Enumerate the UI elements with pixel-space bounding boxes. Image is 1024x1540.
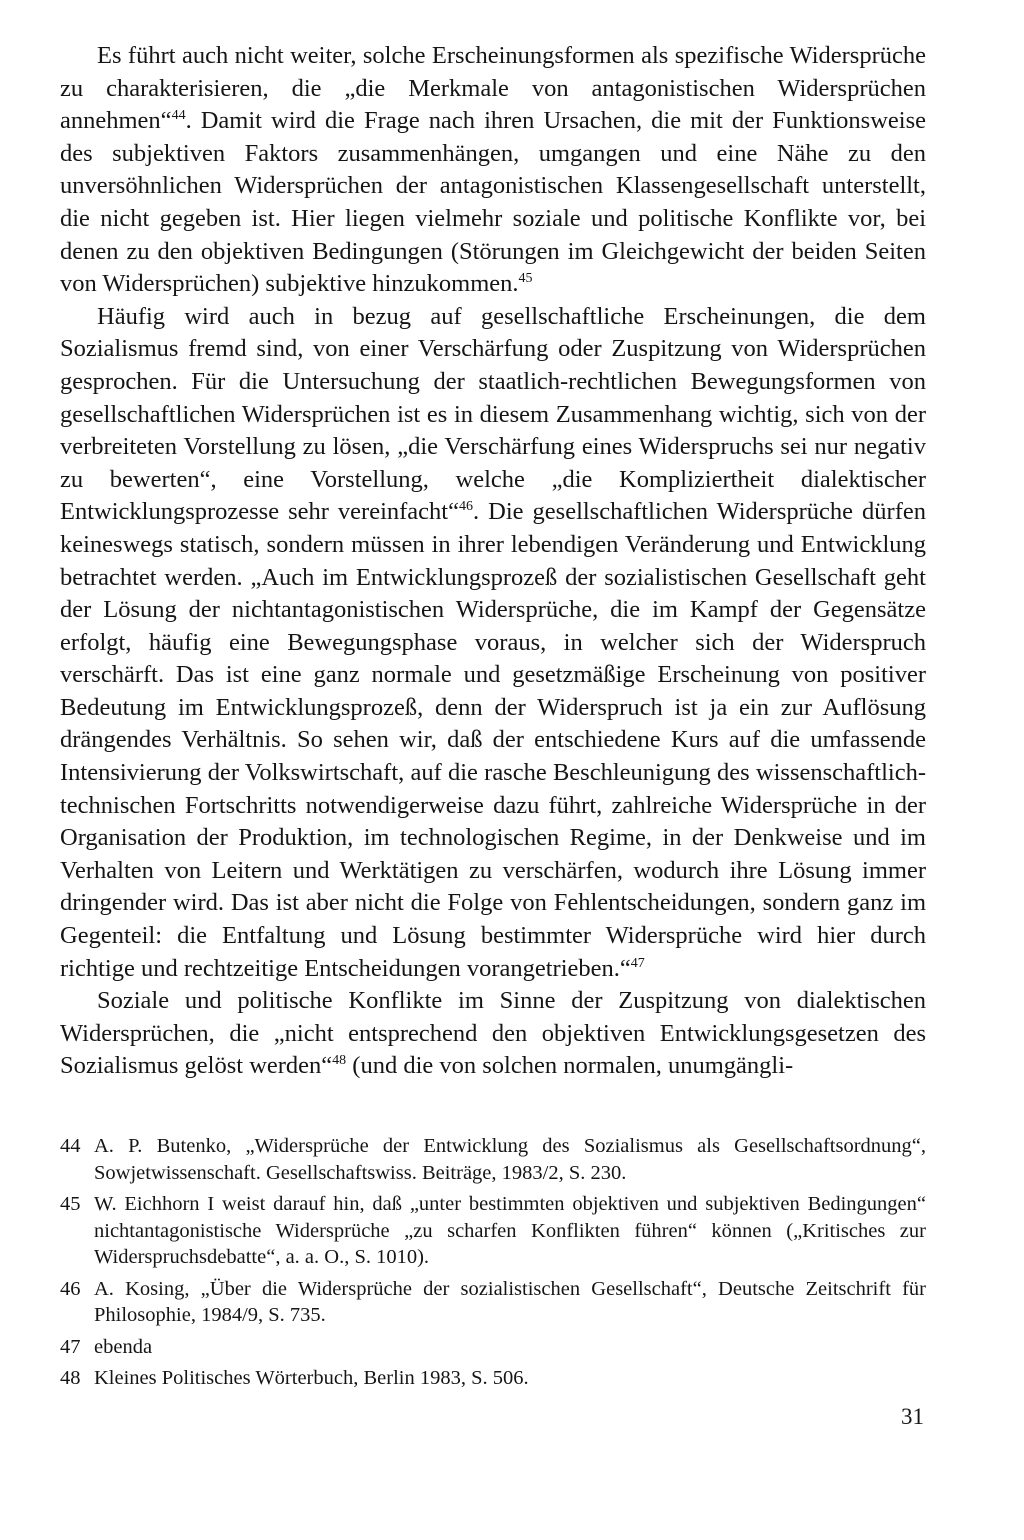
paragraph-text: Häufig wird auch in bezug auf gesellschaftliche Erscheinungen, die dem Sozialismus fremd sind, von einer Verschärfung oder Zuspitzung von Widersprüchen gesprochen. Für die Untersuchung der staatlich-rechtlichen Bewegungsformen von gesellschaftlichen Widersprüchen ist es in diesem Zusammenhang wichtig, sich von der verbreiteten Vorstellung zu lösen, „die Verschärfung eines Widerspruchs sei nur negativ zu bewerten“, eine Vorstellung, welche „die Kompliziertheit dialektischer Entwicklungsprozesse sehr vereinfacht“	[60, 302, 926, 526]
footnote-ref: 48	[332, 1053, 347, 1069]
paragraph	[60, 985, 926, 1083]
page-number: 31	[901, 1404, 924, 1429]
paragraph-text: . Damit wird die Frage nach ihren Ursachen, die mit der Funktionsweise des subjektiven Faktors zusammenhängen, umgangen und eine Nähe zu den unversöhnlichen Widersprüchen der antagonistischen Klassengesellschaft unterstellt, die nicht gegeben ist. Hier liegen vielmehr soziale und politische Konflikte vor, bei denen zu den objektiven Bedingungen (Störungen im Gleichgewicht der beiden Seiten von Widersprüchen) subjektive hinzukommen.	[60, 107, 926, 298]
footnote-number: 48	[60, 1367, 81, 1389]
footnote	[60, 1276, 926, 1329]
footnote-text: W. Eichhorn I weist darauf hin, daß „unter bestimmten objektiven und subjektiven Bedingungen“ nichtantagonistische Widersprüche „zu scharfen Konflikten führen“ können („Kritisches zur Widerspruchsdebatte“, a. a. O., S. 1010).	[94, 1193, 926, 1268]
paragraph	[60, 40, 926, 301]
footnote-text: A. P. Butenko, „Widersprüche der Entwicklung des Sozialismus als Gesellschaftsordnung“, Sowjetwissenschaft. Gesellschaftswiss. Beiträge, 1983/2, S. 230.	[94, 1135, 926, 1184]
footnote-number: 45	[60, 1193, 81, 1215]
footnote-number: 44	[60, 1135, 81, 1157]
footnote-text: A. Kosing, „Über die Widersprüche der sozialistischen Gesellschaft“, Deutsche Zeitschrift für Philosophie, 1984/9, S. 735.	[94, 1277, 926, 1326]
footnote	[60, 1365, 926, 1392]
footnote-text: ebenda	[94, 1335, 153, 1358]
footnote-ref: 47	[630, 955, 645, 971]
footnotes	[60, 1133, 926, 1397]
footnote	[60, 1133, 926, 1186]
footnote-number: 47	[60, 1335, 81, 1358]
body-text	[60, 40, 926, 1083]
paragraph-text: Es führt auch nicht weiter, solche Erscheinungsformen als spezifische Widersprüche zu charakterisieren, die „die Merkmale von antagonistischen Widersprüchen annehmen“	[60, 42, 926, 135]
footnote	[60, 1334, 926, 1361]
footnote-ref: 46	[459, 499, 473, 515]
paragraph	[60, 301, 926, 985]
paragraph-text: (und die von solchen normalen, unumgängli-	[346, 1052, 794, 1080]
footnote	[60, 1191, 926, 1271]
paragraph-text: Soziale und politische Konflikte im Sinne der Zuspitzung von dialektischen Widersprüchen, die „nicht entsprechend den objektiven Entwicklungsgesetzen des Sozialismus gelöst werden“	[60, 987, 926, 1080]
paragraph-text: . Die gesellschaftlichen Widersprüche dürfen keineswegs statisch, sondern müssen in ihrer lebendigen Veränderung und Entwicklung betrachtet werden. „Auch im Entwicklungsprozeß der sozialistischen Gesellschaft geht der Lösung der nichtantagonistischen Widersprüche, die im Kampf der Gegensätze erfolgt, häufig eine Bewegungsphase voraus, in welcher sich der Widerspruch verschärft. Das ist eine ganz normale und gesetzmäßige Erscheinung von positiver Bedeutung im Entwicklungsprozeß, denn der Widerspruch ist ja ein zur Auflösung drängendes Verhältnis. So sehen wir, daß der entschiedene Kurs auf die umfassende Intensivierung der Volkswirtschaft, auf die rasche Beschleunigung des wissenschaftlich-technischen Fortschritts notwendigerweise dazu führt, zahlreiche Widersprüche in der Organisation der Produktion, im technologischen Regime, in der Denkweise und im Verhalten von Leitern und Werktätigen zu verschärfen, wodurch ihre Lösung immer dringender wird. Das ist aber nicht die Folge von Fehlentscheidungen, sondern ganz im Gegenteil: die Entfaltung und Lösung bestimmter Widersprüche wird hier durch richtige und rechtzeitige Entscheidungen vorangetrieben.“	[60, 498, 926, 982]
footnote-number: 46	[60, 1277, 81, 1300]
page-body	[60, 40, 926, 1083]
footnote-ref: 44	[171, 108, 186, 124]
footnote-ref: 45	[518, 271, 533, 287]
footnote-text: Kleines Politisches Wörterbuch, Berlin 1983, S. 506.	[94, 1367, 529, 1389]
